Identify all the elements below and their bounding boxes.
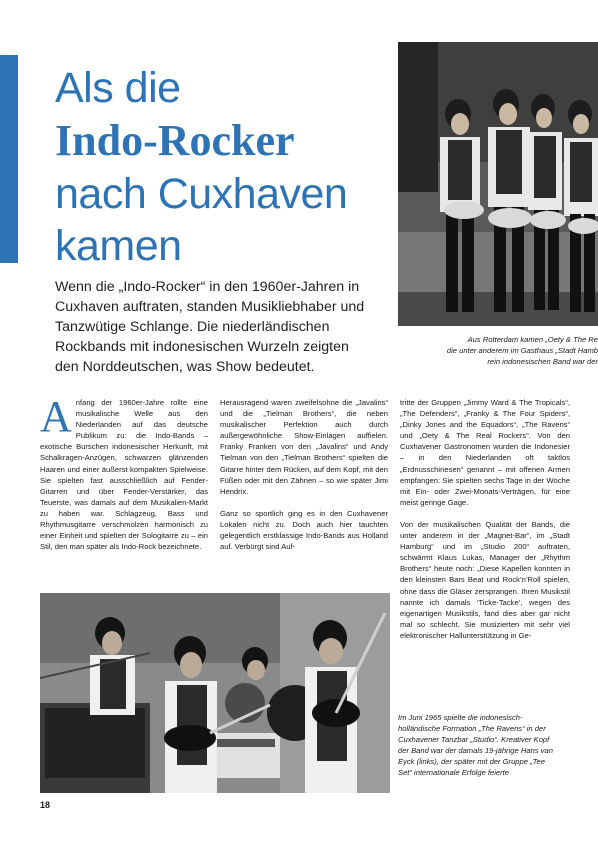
caption-top-line-2: die unter anderem im Gasthaus „Stadt Hamb xyxy=(446,346,598,355)
column-3-paragraph-1: tritte der Gruppen „Jimmy Ward & The Tropicals“, „The Defenders“, „Franky & The Four Spiders“, „Dinky Jones and the Equadors“, „The Ravens“ und „Oety & The Real Rockers“. Von den Cuxhavener Gastronomen wurden die Indonesier – in den Niederlanden oft taktlos „Erdnusschinesen“ genannt – mit offenen Armen empfangen: Sie spielten sechs Tage in der Woche mit Ein- oder Zwei-Monats-Verträgen, für eine meist geringe Gage. xyxy=(400,398,570,507)
column-1-paragraph-1-text: nfang der 1960er-Jahre rollte eine musikalische Welle aus den Niederlanden auf das deutsche Publikum zu: die Indo-Bands – exotische Burschen indonesischer Herkunft, mit Schalkragen-Anzügen, schwarzen glänzenden Haaren und einer äußerst kompakten Spielweise. Sie spielten fast ausschließlich auf Fender-Gitarren und über Fender-Verstärker, das Teuerste, was damals auf dem Musikalien-Markt zu haben war. Schlagzeug, Bass und Rhythmusgitarre verschmolzen harmonisch zu einer Einheit und spielten der Sologitarre zu – ein Stil, den man später als Indo-Rock bezeichnete. xyxy=(40,398,208,552)
caption-top-line-3: rein indonesischen Band war der xyxy=(487,357,598,366)
drop-cap: A xyxy=(40,392,72,441)
accent-bar xyxy=(0,55,18,263)
column-3-paragraph-2: Von der musikalischen Qualität der Bands, die unter anderem in der „Magnet-Bar“, im „Stadt Hamburg“ und im „Studio 200“ auftraten, schwärmt Klaus Lukas, Manager der „Rhythm Brothers“ heute noch: „Diese Kapellen konnten in den kleinsten Bars Beat und Rock’n’Roll spielen, ohne dass die Gläser zersprangen. Ihren Musikstil nannte ich damals ‘Ticke-Tacke’, wegen des eigenartigen Musikstils, fand dies aber gar nicht mal so schlecht. Sie musizierten mit sehr viel elektronischer Hallunterstützung in Ge- xyxy=(400,519,570,640)
column-2-paragraph-1: Herausragend waren zweifelsohne die „Javalins“ und die „Tielman Brothers“, die neben musikalischer Perfektion auch durch außergewöhnliche Show-Einlagen auffielen. Franky Franken von den „Javalins“ und Andy Tielman von den „Tielman Brothers“ spielten die Gitarre hinter dem Rücken, auf dem Kopf, mit den Füßen oder mit den Zähnen – so wie später Jimi Hendrix. xyxy=(220,398,388,496)
band-photo-top xyxy=(398,42,598,326)
intro-paragraph: Wenn die „Indo-Rocker“ in den 1960er-Jahren in Cuxhaven auftraten, standen Musikliebhaber und Tanzwütige Schlange. Die niederländischen Rockbands mit indonesischen Wurzeln zeigten den Norddeutschen, was Show bedeutet. xyxy=(55,279,365,375)
article-title xyxy=(55,62,385,272)
body-column-2 xyxy=(220,397,388,552)
caption-top-line-1: Aus Rotterdam kamen „Oety & The Re xyxy=(467,335,598,344)
column-1-paragraph-1 xyxy=(40,392,208,552)
photo-caption-bottom: Im Juni 1965 spielte die indonesisch-holländische Formation „The Ravens“ in der Cuxhavener Tanzbar „Studio“. Kreativer Kopf der Band war der damals 19-jährige Hans van Eyck (links), der später mit der Gruppe „Tee Set“ internationale Erfolge feierte xyxy=(398,713,553,777)
photo-caption-top xyxy=(398,334,598,367)
page-number: 18 xyxy=(40,800,51,810)
title-line-4: kamen xyxy=(55,222,182,270)
band-photo-bottom xyxy=(40,593,390,793)
title-line-1: Als die xyxy=(55,64,181,112)
title-line-3: nach Cuxhaven xyxy=(55,170,348,218)
body-column-3 xyxy=(400,397,570,641)
body-column-1 xyxy=(40,392,208,552)
column-2-paragraph-2: Ganz so sportlich ging es in den Cuxhavener Lokalen nicht zu. Doch auch hier tauchten gelegentlich erstklassige Indo-Bands aus Holland auf. Verbürgt sind Auf- xyxy=(220,508,388,552)
title-line-2: Indo-Rocker xyxy=(55,116,295,165)
